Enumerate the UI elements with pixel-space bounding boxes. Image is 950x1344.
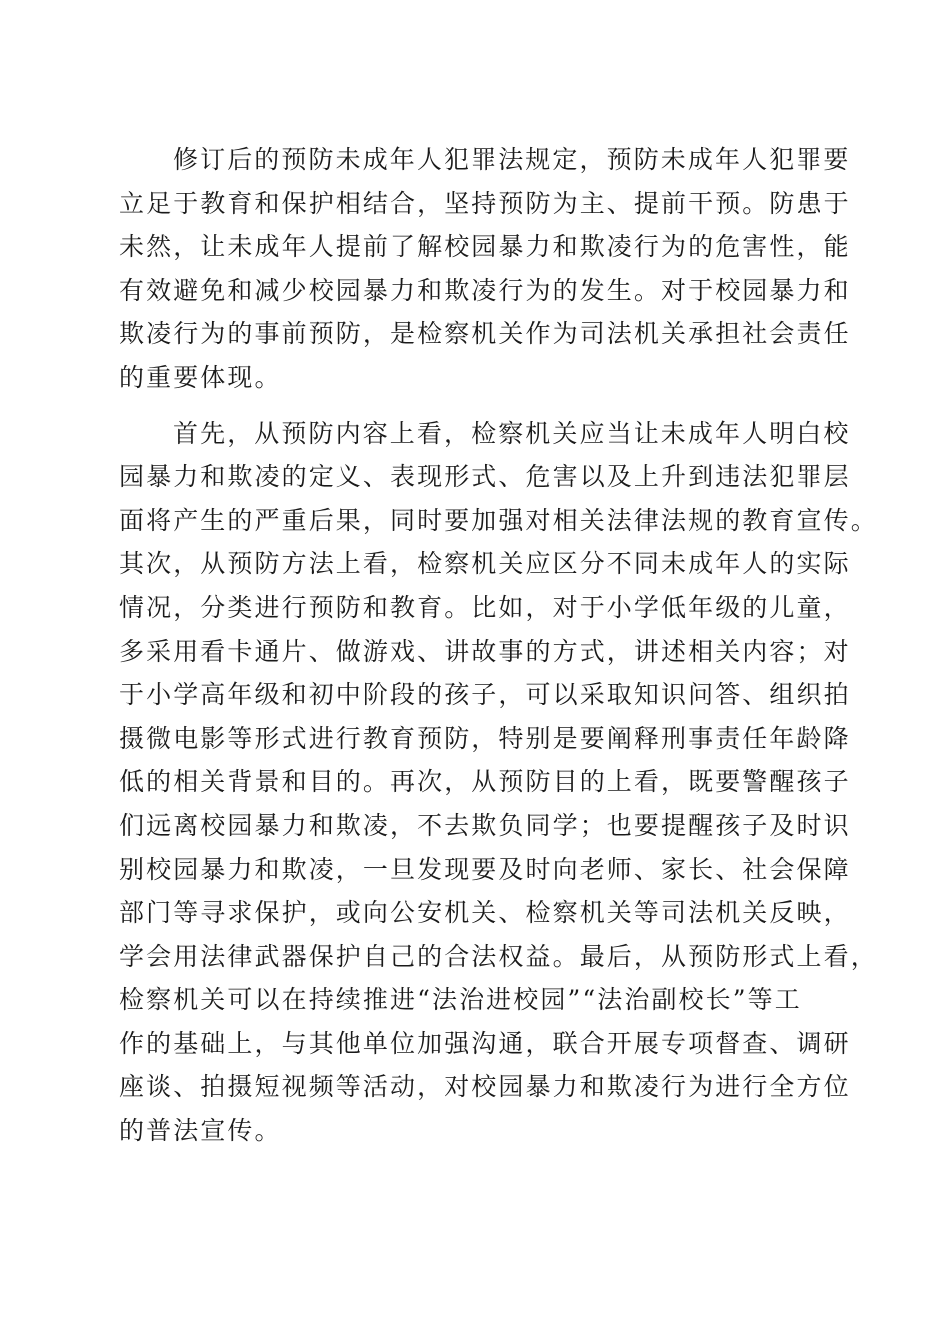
text-line: 首先，从预防内容上看，检察机关应当让未成年人明白校 — [173, 418, 851, 448]
text-line: 园暴力和欺凌的定义、表现形式、危害以及上升到违法犯罪层 — [119, 462, 851, 492]
paragraph-prevention-principle — [119, 138, 851, 400]
text-line: 摄微电影等形式进行教育预防，特别是要阐释刑事责任年龄降 — [119, 723, 851, 753]
text-line: 们远离校园暴力和欺凌，不去欺负同学；也要提醒孩子及时识 — [119, 810, 851, 840]
text-line: 立足于教育和保护相结合，坚持预防为主、提前干预。防患于 — [119, 188, 851, 218]
text-line: 修订后的预防未成年人犯罪法规定，预防未成年人犯罪要 — [173, 145, 851, 174]
paragraph-prevention-measures — [119, 412, 878, 1153]
text-line: 的重要体现。 — [119, 362, 282, 392]
text-line: 的普法宣传。 — [119, 1116, 282, 1146]
text-line: 别校园暴力和欺凌，一旦发现要及时向老师、家长、社会保障 — [119, 854, 851, 884]
text-line: 面将产生的严重后果，同时要加强对相关法律法规的教育宣传。 — [119, 505, 878, 535]
text-line: 未然，让未成年人提前了解校园暴力和欺凌行为的危害性，能 — [119, 232, 851, 262]
text-line: 作的基础上，与其他单位加强沟通，联合开展专项督查、调研 — [119, 1028, 851, 1058]
text-line: 学会用法律武器保护自己的合法权益。最后，从预防形式上看， — [119, 941, 878, 971]
text-line: 于小学高年级和初中阶段的孩子，可以采取知识问答、组织拍 — [119, 680, 851, 710]
text-line: 座谈、拍摄短视频等活动，对校园暴力和欺凌行为进行全方位 — [119, 1072, 851, 1102]
text-line: 欺凌行为的事前预防，是检察机关作为司法机关承担社会责任 — [119, 319, 851, 349]
text-line: 多采用看卡通片、做游戏、讲故事的方式，讲述相关内容；对 — [119, 636, 851, 666]
text-line: 有效避免和减少校园暴力和欺凌行为的发生。对于校园暴力和 — [119, 275, 851, 305]
text-line: 情况，分类进行预防和教育。比如，对于小学低年级的儿童， — [119, 592, 851, 622]
text-line: 部门等寻求保护，或向公安机关、检察机关等司法机关反映， — [119, 898, 851, 928]
document-body — [119, 138, 878, 1153]
text-line: 其次，从预防方法上看，检察机关应区分不同未成年人的实际 — [119, 549, 851, 579]
text-line: 检察机关可以在持续推进“法治进校园”“法治副校长”等工 — [119, 985, 802, 1015]
text-line: 低的相关背景和目的。再次，从预防目的上看，既要警醒孩子 — [119, 767, 851, 797]
